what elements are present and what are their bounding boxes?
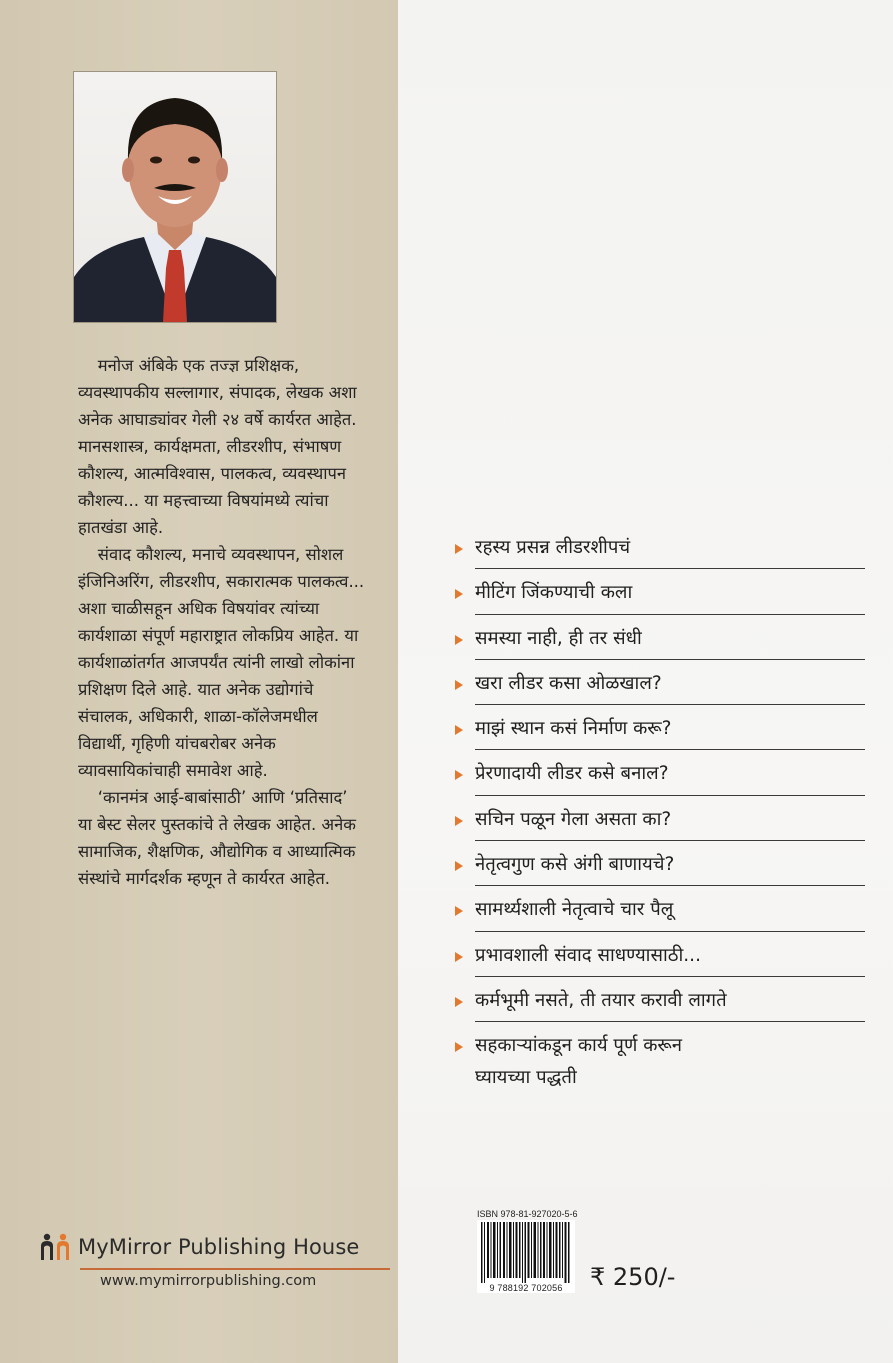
list-item-label: माझं स्थान कसं निर्माण करू? xyxy=(475,718,672,740)
list-item xyxy=(455,575,865,620)
bullet-arrow-icon xyxy=(455,816,463,826)
list-item xyxy=(455,756,865,801)
barcode-digits: 9 788192 702056 xyxy=(477,1283,575,1293)
mymirror-logo-icon xyxy=(38,1232,72,1262)
publisher-block xyxy=(38,1232,394,1289)
bullet-arrow-icon xyxy=(455,770,463,780)
bullet-arrow-icon xyxy=(455,861,463,871)
list-item xyxy=(455,621,865,666)
divider xyxy=(475,840,865,841)
publisher-name: MyMirror Publishing House xyxy=(78,1235,360,1259)
bullet-arrow-icon xyxy=(455,997,463,1007)
bio-paragraph: संवाद कौशल्य, मनाचे व्यवस्थापन, सोशल इंजिनिअरिंग, लीडरशीप, सकारात्मक पालकत्व... अशा चाळीसहून अधिक विषयांवर त्यांच्या कार्यशाळा संपूर्ण महाराष्ट्रात लोकप्रिय आहेत. या कार्यशाळांतर्गत आजपर्यंत त्यांनी लाखो लोकांना प्रशिक्षण दिले आहे. यात अनेक उद्योगांचे संचालक, अधिकारी, शाळा-कॉलेजमधील विद्यार्थी, गृहिणी यांचबरोबर अनेक व्यावसायिकांचाही समावेश आहे. xyxy=(78,545,365,780)
divider xyxy=(475,704,865,705)
list-item xyxy=(455,802,865,847)
list-item-label: सचिन पळून गेला असता का? xyxy=(475,808,672,830)
list-item-label: प्रभावशाली संवाद साधण्यासाठी... xyxy=(475,944,701,966)
list-item-label: मीटिंग जिंकण्याची कला xyxy=(475,582,633,604)
bullet-arrow-icon xyxy=(455,952,463,962)
bullet-arrow-icon xyxy=(455,1042,463,1052)
bio-paragraph: ‘कानमंत्र आई-बाबांसाठी’ आणि ‘प्रतिसाद’ या बेस्ट सेलर पुस्तकांचे ते लेखक आहेत. अनेक सामाजिक, शैक्षणिक, औद्योगिक व आध्यात्मिक संस्थांचे मार्गदर्शक म्हणून ते कार्यरत आहेत. xyxy=(78,788,356,888)
divider xyxy=(475,614,865,615)
price-label: ₹ 250/- xyxy=(590,1263,676,1291)
divider xyxy=(475,795,865,796)
list-item xyxy=(455,983,865,1028)
author-bio xyxy=(78,352,366,892)
list-item xyxy=(455,847,865,892)
isbn-label: ISBN 978-81-927020-5-6 xyxy=(477,1209,578,1219)
bullet-arrow-icon xyxy=(455,725,463,735)
publisher-row xyxy=(38,1232,394,1262)
list-item xyxy=(455,892,865,937)
divider xyxy=(475,931,865,932)
list-item-label: नेतृत्वगुण कसे अंगी बाणायचे? xyxy=(475,854,675,876)
list-item-label: खरा लीडर कसा ओळखाल? xyxy=(475,672,662,694)
divider xyxy=(475,885,865,886)
list-item xyxy=(455,938,865,983)
divider xyxy=(475,1021,865,1022)
bullet-arrow-icon xyxy=(455,680,463,690)
list-item xyxy=(455,711,865,756)
list-item-label: समस्या नाही, ही तर संधी xyxy=(475,627,642,649)
list-item-label: रहस्य प्रसन्न लीडरशीपचं xyxy=(475,537,631,558)
list-item xyxy=(455,1028,865,1088)
bullet-arrow-icon xyxy=(455,544,463,554)
divider xyxy=(475,749,865,750)
list-item-label-continued: घ्यायच्या पद्धती xyxy=(475,1067,577,1089)
divider xyxy=(475,976,865,977)
list-item xyxy=(455,530,865,575)
publisher-url: www.mymirrorpublishing.com xyxy=(100,1273,317,1289)
bullet-arrow-icon xyxy=(455,906,463,916)
bio-paragraph: मनोज अंबिके एक तज्ज्ञ प्रशिक्षक, व्यवस्थापकीय सल्लागार, संपादक, लेखक अशा अनेक आघाड्यांवर गेली २४ वर्षे कार्यरत आहेत. मानसशास्त्र, कार्यक्षमता, लीडरशीप, संभाषण कौशल्य, आत्मविश्वास, पालकत्व, व्यवस्थापन कौशल्य... या महत्त्वाच्या विषयांमध्ये त्यांचा हातखंडा आहे. xyxy=(78,356,357,537)
bullet-arrow-icon xyxy=(455,589,463,599)
bullet-arrow-icon xyxy=(455,635,463,645)
list-item xyxy=(455,666,865,711)
list-item-label: प्रेरणादायी लीडर कसे बनाल? xyxy=(475,763,669,785)
barcode-icon xyxy=(477,1220,575,1292)
list-item-label: सहकाऱ्यांकडून कार्य पूर्ण करून xyxy=(475,1035,683,1057)
list-item-label: सामर्थ्यशाली नेतृत्वाचे चार पैलू xyxy=(475,899,674,921)
divider xyxy=(475,659,865,660)
list-item-label: कर्मभूमी नसते, ती तयार करावी लागते xyxy=(475,989,727,1011)
divider xyxy=(475,568,865,569)
author-portrait-image xyxy=(74,72,276,322)
publisher-divider xyxy=(80,1268,390,1270)
contents-list xyxy=(455,530,865,1088)
author-photo xyxy=(73,71,277,323)
